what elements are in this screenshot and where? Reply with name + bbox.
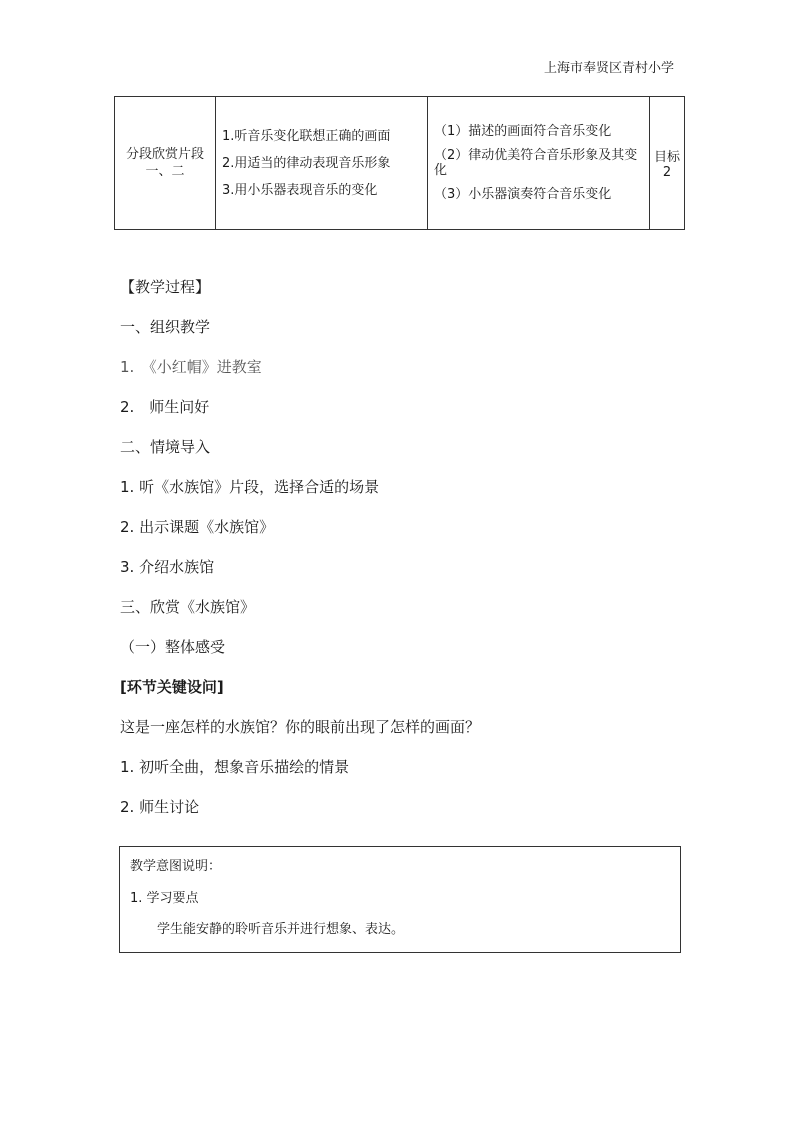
key-question: 这是一座怎样的水族馆？你的眼前出现了怎样的画面？	[120, 718, 481, 736]
goal-cell	[650, 97, 685, 230]
criteria-cell	[428, 97, 650, 230]
task-item: 1.听音乐变化联想正确的画面	[222, 128, 391, 144]
intent-box	[119, 846, 681, 953]
table-row	[115, 97, 685, 230]
task-item: 2.用适当的律动表现音乐形象	[222, 155, 391, 171]
segment-cell	[115, 97, 216, 230]
segment-label: 分段欣赏片段一、二	[125, 147, 204, 179]
criteria-item: （1）描述的画面符合音乐变化	[434, 124, 612, 139]
list-item: 2. 师生讨论	[120, 798, 200, 816]
section-heading: 二、情境导入	[120, 438, 211, 456]
criteria-item: （3）小乐器演奏符合音乐变化	[434, 187, 612, 202]
intent-point: 1. 学习要点	[130, 891, 199, 906]
school-header: 上海市奉贤区青村小学	[543, 61, 674, 76]
list-item: 1. 初听全曲，想象音乐描绘的情景	[120, 758, 350, 776]
task-item: 3.用小乐器表现音乐的变化	[222, 182, 378, 198]
subsection-heading: （一）整体感受	[120, 638, 226, 656]
list-item: 3. 介绍水族馆	[120, 558, 215, 576]
list-item: 1. 听《水族馆》片段，选择合适的场景	[120, 478, 380, 496]
list-item: 2. 师生问好	[120, 398, 210, 416]
list-item: 1. 《小红帽》进教室	[120, 358, 262, 376]
section-heading: 三、欣赏《水族馆》	[120, 598, 256, 616]
key-question-label: [环节关键设问]	[120, 678, 224, 696]
tasks-cell	[216, 97, 428, 230]
goal-label: 目标 2	[653, 150, 680, 180]
process-title: 【教学过程】	[120, 278, 211, 296]
intent-description: 学生能安静的聆听音乐并进行想象、表达。	[157, 922, 405, 937]
evaluation-table	[114, 96, 685, 230]
section-heading: 一、组织教学	[120, 318, 211, 336]
list-item: 2. 出示课题《水族馆》	[120, 518, 275, 536]
criteria-item: （2）律动优美符合音乐形象及其变化	[434, 148, 638, 178]
intent-title: 教学意图说明：	[130, 859, 222, 874]
